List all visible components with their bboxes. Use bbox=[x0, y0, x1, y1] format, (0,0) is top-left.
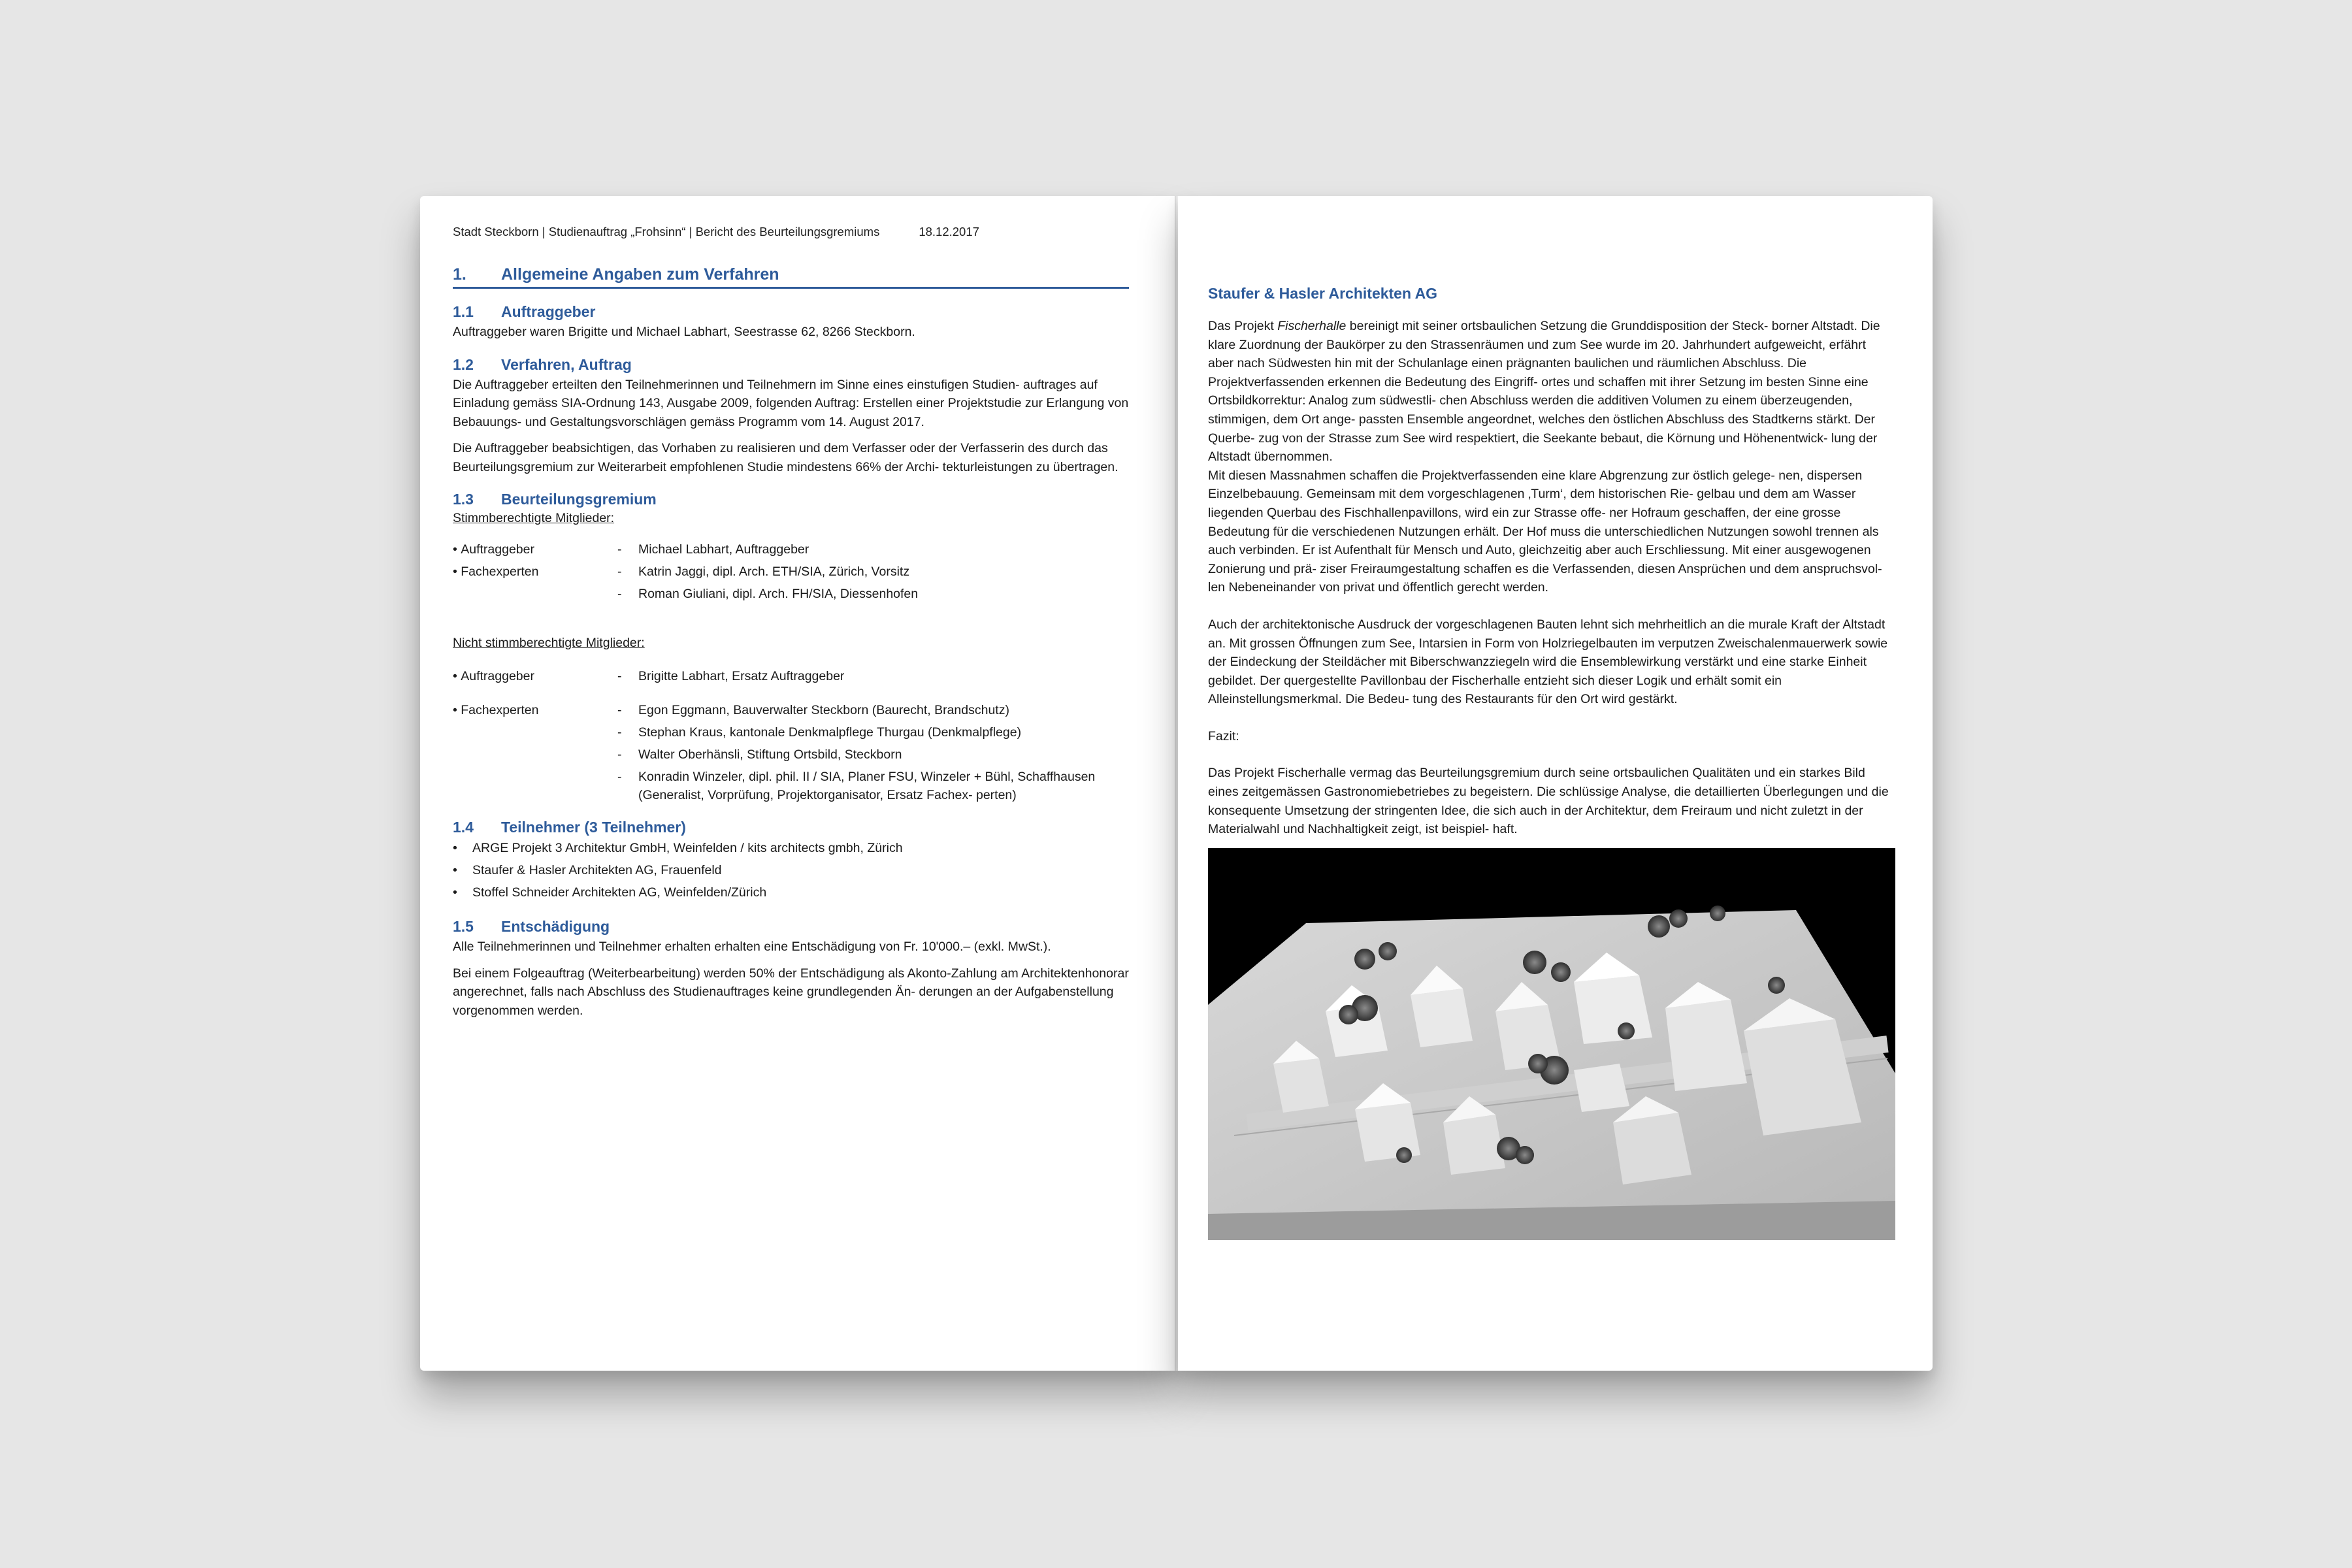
list-item: • Stoffel Schneider Architekten AG, Weinfelden/Zürich bbox=[453, 885, 767, 900]
header-date: 18.12.2017 bbox=[919, 225, 979, 238]
section-heading-1-5 bbox=[453, 917, 1129, 936]
section-title: Beurteilungsgremium bbox=[501, 491, 657, 508]
fazit-label: Fazit: bbox=[1208, 728, 1239, 743]
member-entry: - Roman Giuliani, dipl. Arch. FH/SIA, Diessenhofen bbox=[617, 586, 919, 601]
section-number: 1.4 bbox=[453, 819, 474, 836]
paragraph: Mit diesen Massnahmen schaffen die Projektverfassenden eine klare Abgrenzung zur östlich gelege- nen, dispersen Einzelbebauung. Gemeinsam mit dem vorgeschlagenen ‚Turm‘, dem historischen Rie- gelbau und dem am Wasser liegenden Querbau des Fischhallenpavillons, wird ein zur Strasse offe- ner Hofraum geschaffen, der eine grosse Bedeutung für die verschiedenen Nutzungen erhält. Der Hof muss die unterschiedlichen Nutzungen sowohl trennen als auch verbinden. Er ist Aufenthalt für Mensch und Auto, gleichzeitig aber auch Erschliessung. Mit einer ausgewogenen Zonierung und prä- ziser Freiraumgestaltung schaffen es die Verfassenden, diesen Ansprüchen und dem anspruchsvol- len Nebeneinander von privat und öffentlich gerecht werden. bbox=[1208, 468, 1882, 595]
paragraph: Die Auftraggeber erteilten den Teilnehmerinnen und Teilnehmern im Sinne eines einstufigen Studien- auftrages auf Einladung gemäss SIA-Ordnung 143, Ausgabe 2009, folgenden Auftrag: Erstellen einer Projektstudie zur Erlangung von Bebauungs- und Gestaltungsvorschlägen gemäss Programm vom 14. August 2017. bbox=[453, 377, 1129, 429]
list-item: • ARGE Projekt 3 Architektur GmbH, Weinfelden / kits architects gmbh, Zürich bbox=[453, 841, 903, 855]
nonvoting-members-title: Nicht stimmberechtigte Mitglieder: bbox=[453, 635, 645, 650]
paragraph: Auftraggeber waren Brigitte und Michael Labhart, Seestrasse 62, 8266 Steckborn. bbox=[453, 325, 915, 339]
section-heading-1-3 bbox=[453, 489, 1129, 509]
project-name: Fischerhalle bbox=[1277, 319, 1347, 333]
member-role: • Fachexperten bbox=[453, 703, 539, 717]
section-title: Teilnehmer (3 Teilnehmer) bbox=[501, 819, 686, 836]
paragraph: Das Projekt Fischerhalle vermag das Beurteilungsgremium durch seine ortsbaulichen Qualitäten und ein starkes Bild eines zeitgemässen Gastronomiebetriebes zu begeistern. Die schlüssige Analyse, die detaillierten Überlegungen und die konsequente Umsetzung der stringenten Idee, die sich auch in der Architektur, dem Freiraum und nicht zuletzt in der Materialwahl und Nachhaltigkeit zeigt, ist beispiel- haft. bbox=[1208, 766, 1889, 837]
member-role: • Auftraggeber bbox=[453, 669, 534, 683]
section-title: Verfahren, Auftrag bbox=[501, 355, 632, 373]
paragraph: Auch der architektonische Ausdruck der vorgeschlagenen Bauten lehnt sich mehrheitlich an die murale Kraft der Altstadt an. Mit grossen Öffnungen zum See, Intarsien in Form von Holzriegelbauten im verputzen Zweischalenmauerwerk sowie der Eindeckung der Steildächer mit Biberschwanzziegeln wird die Ensemblewirkung verstärkt und eine starke Einheit gebildet. Der quergestellte Pavillonbau der Fischerhalle entzieht sich dieser Logik und erhält somit ein Alleinstellungsmerkmal. Die Bedeu- tung des Restaurants für den Ort wird gestärkt. bbox=[1208, 617, 1888, 707]
voting-members-title: Stimmberechtigte Mitglieder: bbox=[453, 511, 615, 525]
member-group bbox=[453, 538, 1129, 561]
project-heading: Staufer & Hasler Architekten AG bbox=[1208, 285, 1438, 302]
paragraph: Das Projekt Fischerhalle bereinigt mit seiner ortsbaulichen Setzung die Grunddisposition der Steck- borner Altstadt. Die klare Zuordnung der Baukörper zu den Strassenräumen und zum See wurde im 20. Jahrhundert aufgeweicht, erfährt aber nach Südwesten hin mit der Schulanlage einen prägnanten baulichen und räumlichen Abschluss. Die Projektverfassenden erkennen die Bedeutung des Eingriff- ortes und schaffen mit ihrer Setzung im besten Sinne eine Ortsbildkorrektur: Analog zum südwestli- chen Abschluss werden die additiven Volumen zu einem überzeugenden, stimmigen, dem Ort ange- passten Ensemble angeordnet, welches den östlichen Abschluss des Stadtkerns stärkt. Der Querbe- zug von der Strasse zum See wird respektiert, die Seekante bebaut, die Körnung und Höhenentwick- lung der Altstadt übernommen. bbox=[1208, 319, 1880, 465]
chapter-title: Allgemeine Angaben zum Verfahren bbox=[501, 265, 779, 284]
chapter-heading bbox=[453, 265, 1129, 289]
section-number: 1.5 bbox=[453, 918, 474, 935]
member-group bbox=[453, 561, 1129, 605]
member-entry: - Egon Eggmann, Bauverwalter Steckborn (Baurecht, Brandschutz) bbox=[617, 703, 1009, 717]
right-page-content bbox=[1208, 285, 1895, 1240]
running-header bbox=[453, 225, 1129, 239]
paragraph: Alle Teilnehmerinnen und Teilnehmer erhalten erhalten eine Entschädigung von Fr. 10'000.– (exkl. MwSt.). bbox=[453, 939, 1051, 954]
section-number: 1.1 bbox=[453, 303, 474, 320]
left-page bbox=[420, 196, 1176, 1371]
member-entry: - Konradin Winzeler, dipl. phil. II / SIA, Planer FSU, Winzeler + Bühl, Schaffhausen (Generalist, Vorprüfung, Projektorganisator, Ersatz Fachex- perten) bbox=[617, 770, 1096, 802]
section-title: Entschädigung bbox=[501, 918, 610, 935]
paragraph: Die Auftraggeber beabsichtigen, das Vorhaben zu realisieren und dem Verfasser oder der Verfasserin des durch das Beurteilungsgremium zur Weiterarbeit empfohlenen Studie mindestens 66% der Archi- tekturleistungen zu übertragen. bbox=[453, 441, 1119, 474]
section-heading-1-1 bbox=[453, 302, 1129, 321]
member-role: • Auftraggeber bbox=[453, 542, 534, 557]
member-entry: - Katrin Jaggi, dipl. Arch. ETH/SIA, Zürich, Vorsitz bbox=[617, 564, 910, 579]
list-item: • Staufer & Hasler Architekten AG, Frauenfeld bbox=[453, 863, 722, 877]
section-title: Auftraggeber bbox=[501, 303, 596, 320]
model-photo bbox=[1208, 848, 1895, 1240]
paragraph: Bei einem Folgeauftrag (Weiterbearbeitung) werden 50% der Entschädigung als Akonto-Zahlung am Architektenhonorar angerechnet, falls nach Abschluss des Studienauftrages keine grundlegenden Än- derungen an der Aufgabenstellung vorgenommen werden. bbox=[453, 966, 1129, 1018]
right-page bbox=[1178, 196, 1933, 1371]
member-entry: - Brigitte Labhart, Ersatz Auftraggeber bbox=[617, 669, 845, 683]
left-page-content bbox=[453, 225, 1129, 1020]
section-number: 1.3 bbox=[453, 491, 474, 508]
member-group bbox=[453, 699, 1129, 804]
section-number: 1.2 bbox=[453, 355, 474, 373]
section-heading-1-2 bbox=[453, 355, 1129, 374]
chapter-number: 1. bbox=[453, 265, 466, 284]
member-entry: - Stephan Kraus, kantonale Denkmalpflege Thurgau (Denkmalpflege) bbox=[617, 725, 1022, 740]
header-text: Stadt Steckborn | Studienauftrag „Frohsinn“ | Bericht des Beurteilungsgremiums bbox=[453, 225, 880, 238]
section-heading-1-4 bbox=[453, 817, 1129, 837]
member-entry: - Michael Labhart, Auftraggeber bbox=[617, 542, 809, 557]
member-group bbox=[453, 665, 1129, 687]
member-role: • Fachexperten bbox=[453, 564, 539, 579]
member-entry: - Walter Oberhänsli, Stiftung Ortsbild, Steckborn bbox=[617, 747, 902, 762]
